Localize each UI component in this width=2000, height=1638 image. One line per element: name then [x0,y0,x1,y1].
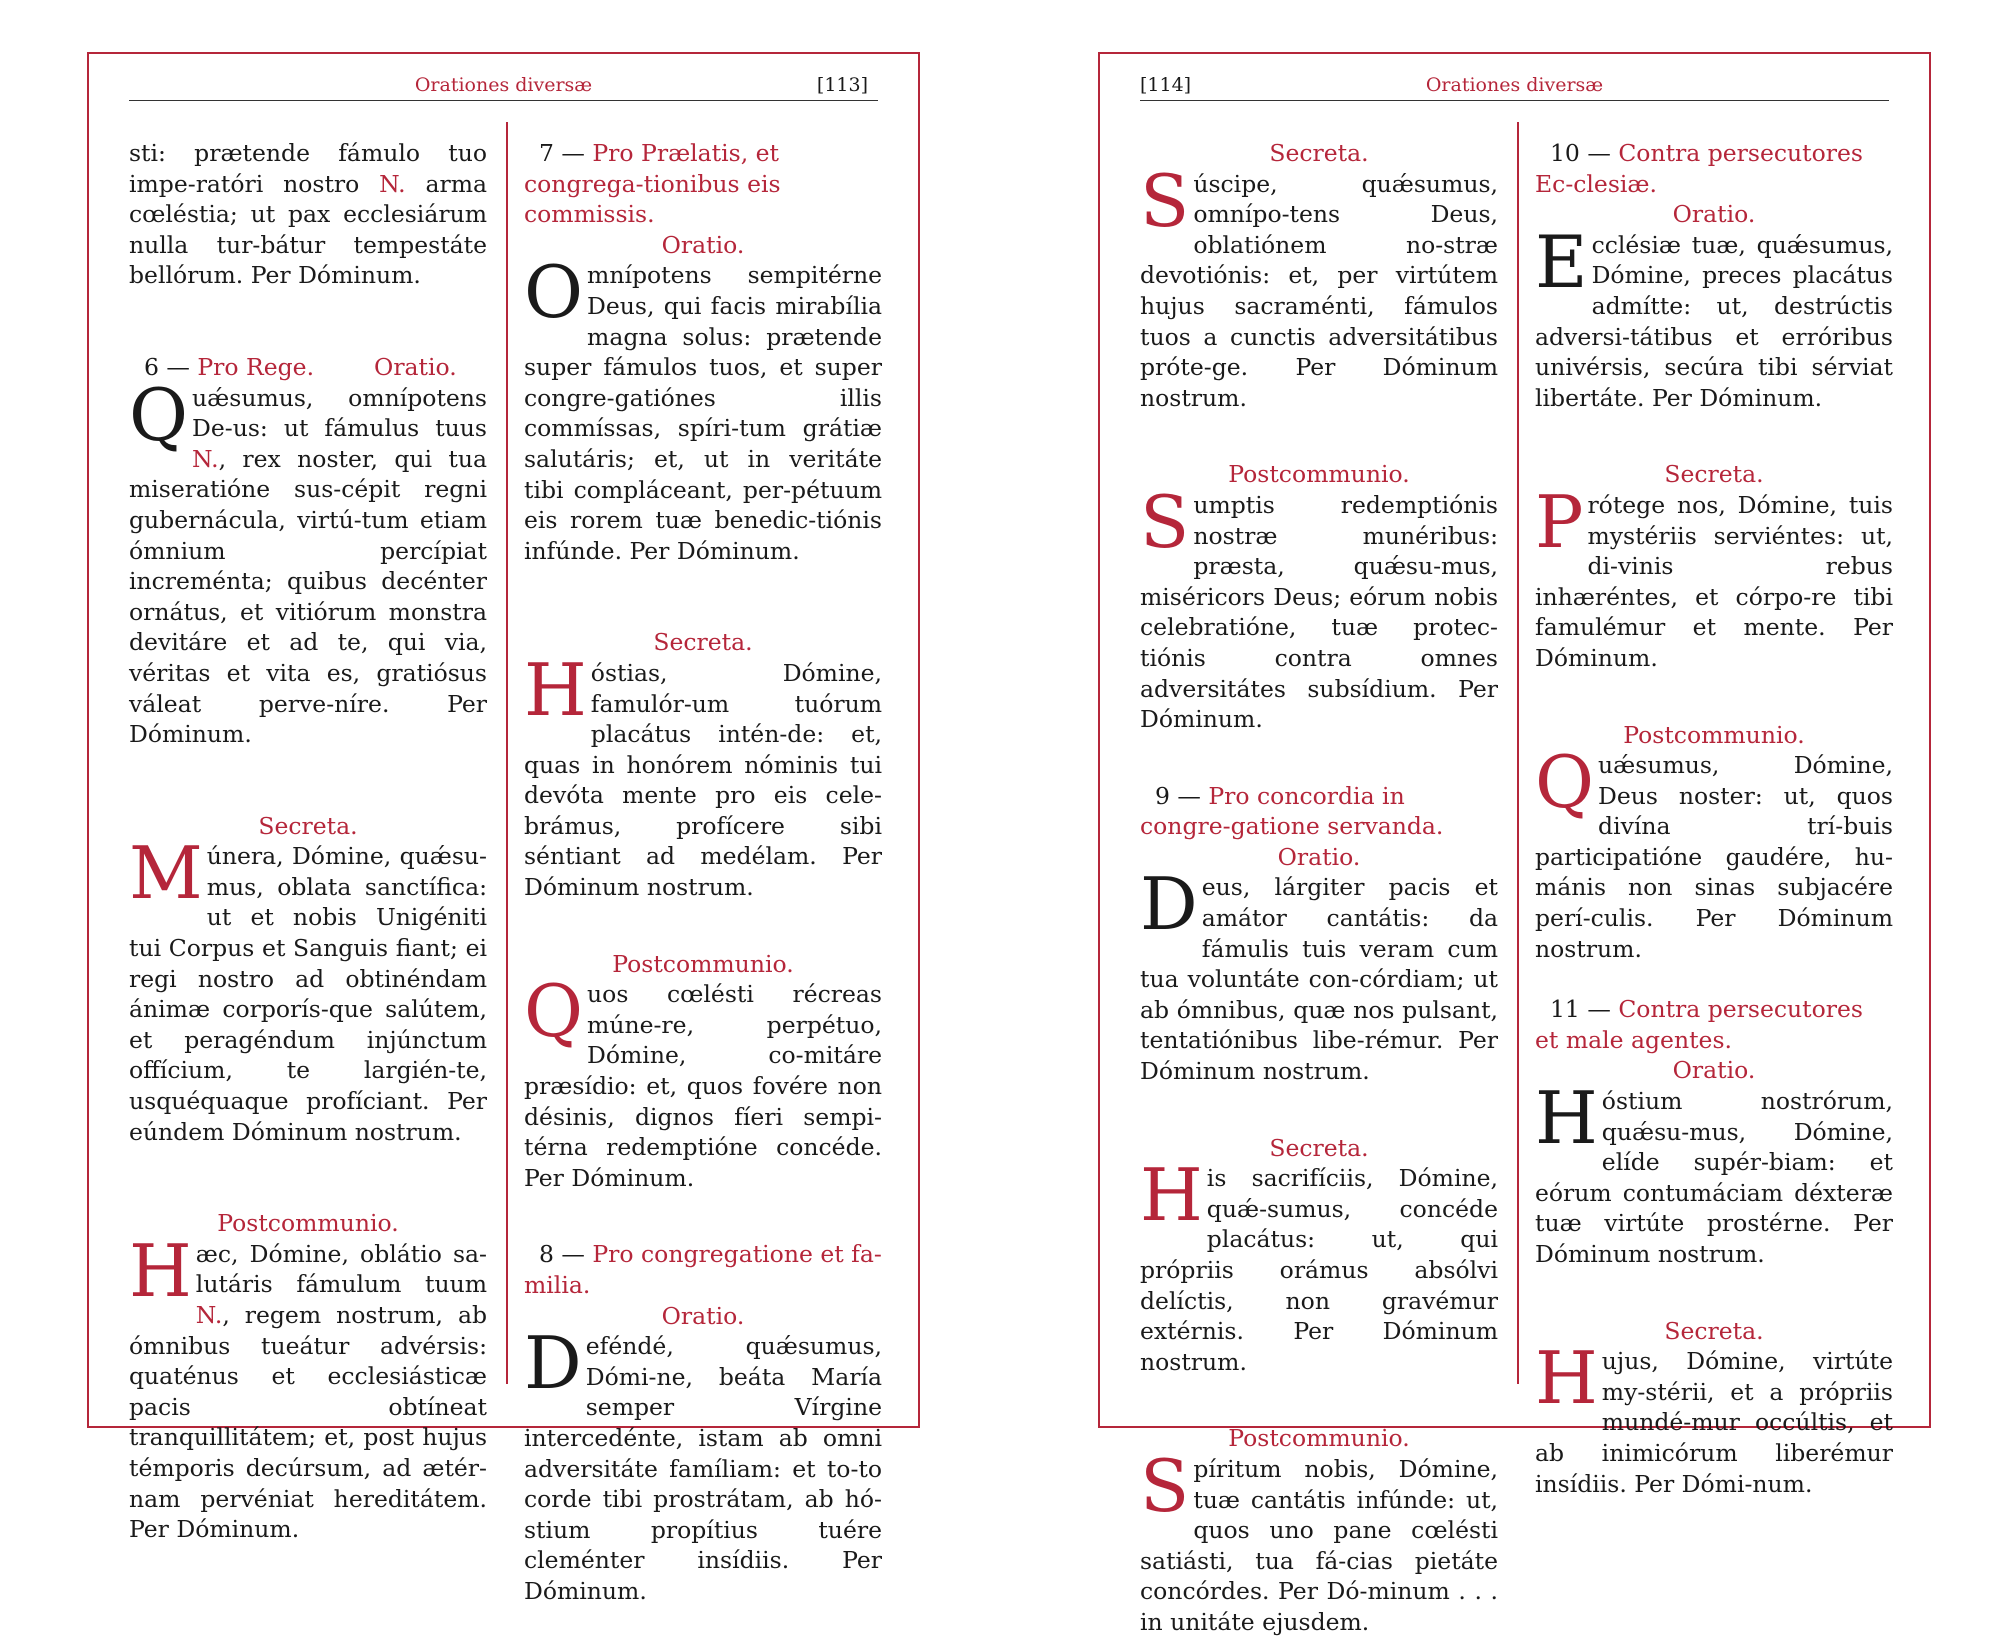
secreta-block [1140,138,1498,413]
postcommunio-heading: Postcommunio. [217,1209,399,1238]
page-number: [114] [1140,74,1192,96]
drop-cap: P [1535,479,1584,564]
drop-cap: Q [524,969,584,1054]
postcommunio-heading: Postcommunio. [1623,720,1805,749]
section-heading: 8 — Pro congregatione et fa-milia. [524,1240,882,1299]
postcommunio-block [524,949,882,1194]
drop-cap: Q [1535,740,1595,825]
secreta-text: Hujus, Dómine, virtúte my-stérii, et a própriis mundé-mur occúltis, et ab inimicórum liberémur insídiis. Per Dómi-num. [1535,1336,1893,1498]
section-8 [524,1239,882,1606]
drop-cap: S [1140,1443,1190,1528]
secreta-heading: Secreta. [1269,139,1369,167]
drop-cap: Q [129,372,189,457]
postcommunio-text: Quǽsumus, Dómine, Deus noster: ut, quos divína trí-buis participatióne gaudére, hu-mánis non sinas subjacére perí-culis. Per Dóminum nostrum. [1535,740,1893,963]
postcommunio-block [1140,1423,1498,1637]
secreta-block [129,811,487,1148]
secreta-heading: Secreta. [1664,1316,1764,1345]
section-heading: 11 — Contra persecutores et male agentes. [1535,995,1863,1054]
secreta-text: Múnera, Dómine, quǽsu-mus, oblata sanctífica: ut et nobis Unigéniti tui Corpus et Sanguis fiant; ei regi nostro ad obtinéndam ánimæ corporís-que salútem, et peragéndum injúnctum offícium, te largién-te, usquéquaque profíciant. Per eúndem Dóminum nostrum. [129,831,487,1146]
section-9 [1140,781,1498,1087]
running-header [1140,70,1889,101]
oratio-text: Omnípotens sempitérne Deus, qui facis mirabília magna solus: prætende super fámulos tuos, et super congre-gatiónes illis commíssas, spíri-tum grátiæ salutáris; et, ut in veritáte tibi compláceant, per-pétuum eis rorem tuæ benedic-tiónis infúnde. Per Dóminum. [524,250,882,565]
secreta-block [1535,459,1893,673]
drop-cap: S [1140,158,1190,243]
oratio-heading: Oratio. [1672,1056,1756,1085]
secreta-block [1140,1133,1498,1378]
secreta-heading: Secreta. [1269,1133,1369,1162]
oratio-text: Hóstium nostrórum, quǽsu-mus, Dómine, elíde supér-biam: et eórum contumáciam déxteræ tuæ virtúte prostérne. Per Dóminum nostrum. [1535,1076,1893,1268]
column-left [1140,138,1498,1638]
drop-cap: M [129,831,203,916]
oratio-text: Deus, lárgiter pacis et amátor cantátis: da fámulis tuis veram cum tua voluntáte con-córdiam; ut ab ómnibus, quæ nos pulsant, tentatiónibus libe-rémur. Per Dóminum nostrum. [1140,862,1498,1086]
postcommunio-text: Sumptis redemptiónis nostræ munéribus: præsta, quǽsu-mus, miséricors Deus; eórum nobis celebratióne, tuæ protec-tiónis contra omnes adversitátes subsídium. Per Dóminum. [1140,479,1498,734]
secreta-heading: Secreta. [653,628,753,657]
postcommunio-block [1140,459,1498,734]
section-10 [1535,138,1893,413]
secreta-block [1535,1316,1893,1500]
page-114 [1098,52,1931,1636]
oratio-heading: Oratio. [661,1301,745,1330]
drop-cap: D [1140,862,1198,947]
column-right [1535,138,1893,1499]
oratio-text: Deféndé, quǽsumus, Dómi-ne, beáta María semper Vírgine intercedénte, istam ab omni adversitáte famíliam: et to-to corde tibi prostrátam, ab hó-stium propítius tuére cleménter insídiis. Per Dóminum. [524,1321,882,1605]
oratio-text: Quǽsumus, omnípotens De-us: ut fámulus tuus N., rex noster, qui tua miseratióne sus-cépit regni gubernácula, virtú-tum etiam ómnium percípiat increménta; quibus decénter ornátus, et vitiórum monstra devitáre et ad te, qui via, véritas et vita es, gratiósus váleat perve-níre. Per Dóminum. [129,372,487,749]
postcommunio-block [1535,720,1893,965]
oratio-heading: Oratio. [1277,842,1361,871]
section-heading: 7 — Pro Prælatis, et congrega-tionibus eis commissis. [524,139,781,229]
section-6 [129,352,487,750]
secreta-heading: Secreta. [1664,460,1764,489]
postcommunio-text: Spíritum nobis, Dómine, tuæ cantátis infúnde: ut, quos uno pane cœlésti satiásti, tua fá-cias pietáte concórdes. Per Dó-minum . . . in unitáte ejusdem. [1140,1443,1498,1636]
drop-cap: E [1535,219,1588,304]
section-heading: 9 — Pro concordia in congre-gatione servanda. [1140,781,1444,841]
column-left [129,138,487,1545]
postcommunio-heading: Postcommunio. [612,949,794,978]
page-number: [113] [816,74,868,96]
oratio-text: Ecclésiæ tuæ, quǽsumus, Dómine, preces placátus admítte: ut, destrúctis adversi-tátibus et erróribus univérsis, secúra tibi sérviat libertáte. Per Dóminum. [1535,219,1893,412]
secreta-block [524,627,882,902]
running-header [129,70,878,101]
secreta-heading: Secreta. [258,811,358,840]
oratio-heading: Oratio. [661,230,745,259]
postcommunio-heading: Postcommunio. [1228,460,1410,489]
postcommunio-block [129,1208,487,1545]
postcommunio-text: Quos cœlésti récreas múne-re, perpétuo, Dómine, co-mitáre præsídio: et, quos fovére non désinis, dignos fíeri sempi-térna redemptióne concéde. Per Dóminum. [524,969,882,1192]
drop-cap: H [1140,1153,1203,1238]
drop-cap: H [129,1228,192,1313]
column-divider [1517,122,1519,1384]
secreta-text: His sacrifíciis, Dómine, quǽ-sumus, concéde placátus: ut, qui própriis orámus absólvi delíctis, non gravémur extérnis. Per Dóminum nostrum. [1140,1153,1498,1376]
drop-cap: D [524,1321,582,1406]
postcommunio-heading: Postcommunio. [1228,1424,1410,1453]
section-heading: 6 — Pro Rege. Oratio. [143,352,457,381]
running-title: Orationes diversæ [1425,74,1604,96]
section-7 [524,138,882,566]
secreta-text: Súscipe, quǽsumus, omnípo-tens Deus, oblatiónem no-stræ devotiónis: et, per virtútem hujus sacraménti, fámulos tuos a cunctis adversitátibus próte-ge. Per Dóminum nostrum. [1140,158,1498,412]
oratio-heading: Oratio. [1672,200,1756,229]
section-11 [1535,994,1893,1269]
page-113 [87,52,920,1605]
drop-cap: H [1535,1336,1598,1421]
secreta-text: Prótege nos, Dómine, tuis mystériis serviéntes: ut, di-vinis rebus inhæréntes, et córpo-re tibi famulémur et mente. Per Dóminum. [1535,479,1893,672]
column-divider [506,122,508,1384]
column-right [524,138,882,1607]
section-heading: 10 — Contra persecutores Ec-clesiæ. [1535,139,1863,198]
postcommunio-text: Hæc, Dómine, oblátio sa-lutáris fámulum tuum N., regem nostrum, ab ómnibus tueátur advérsis: quaténus et ecclesiásticæ pacis obtíneat tranquillitátem; et, post hujus témporis decúrsum, ad ætér-nam pervéniat hereditátem. Per Dóminum. [129,1228,487,1544]
drop-cap: O [524,250,584,335]
drop-cap: H [524,647,587,732]
running-title: Orationes diversæ [414,74,593,96]
continued-prayer: sti: prætende fámulo tuo impe-ratóri nostro N. arma cœléstia; ut pax ecclesiárum nulla tur-bátur tempestáte bellórum. Per Dóminum. [129,139,487,290]
drop-cap: S [1140,479,1190,564]
drop-cap: H [1535,1076,1598,1161]
secreta-text: Hóstias, Dómine, famulór-um tuórum placátus intén-de: et, quas in honórem nóminis tui devóta mente pro eis cele-brámus, profícere sibi séntiant ad medélam. Per Dóminum nostrum. [524,647,882,902]
